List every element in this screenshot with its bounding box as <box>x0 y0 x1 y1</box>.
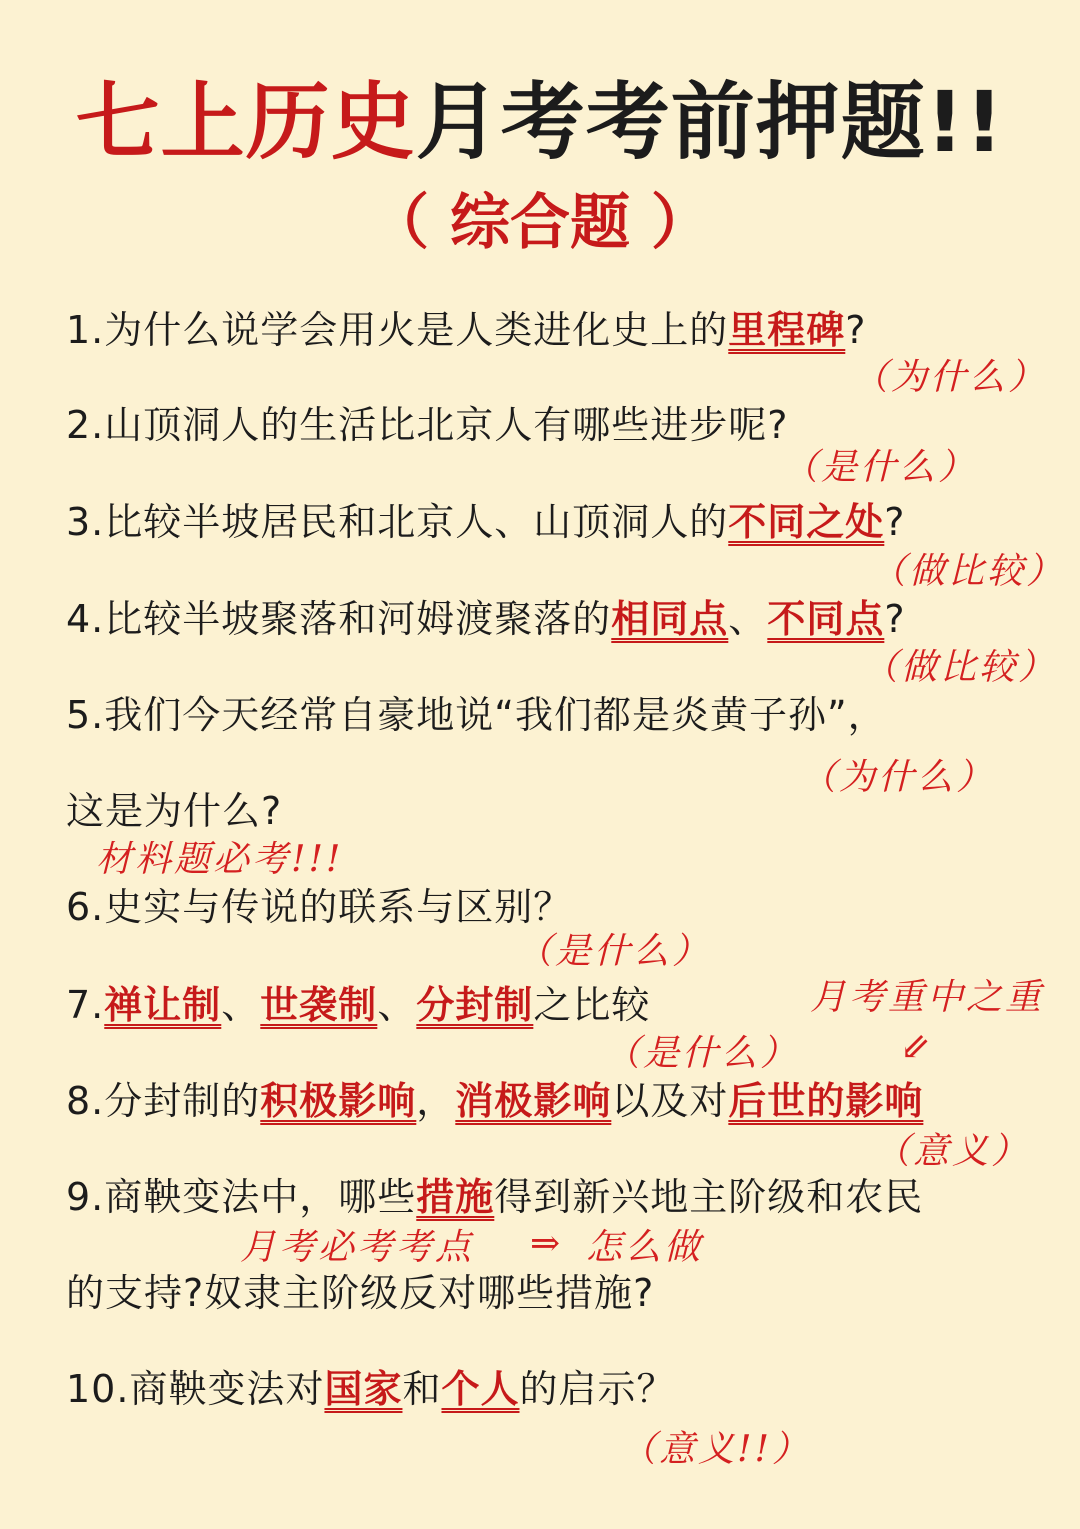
question-number: 5. <box>66 693 105 737</box>
annotation-note: （意义） <box>874 1131 1031 1172</box>
question-number: 8. <box>66 1079 105 1123</box>
question-number: 1. <box>66 308 105 352</box>
annotation-note: 月考重中之重 <box>810 977 1045 1018</box>
question-5-line-2: 这是为什么? <box>66 789 283 833</box>
highlight-keyword: 相同点 <box>611 597 729 641</box>
annotation-note: （是什么） <box>604 1033 800 1074</box>
annotation-note: （做比较） <box>862 647 1058 688</box>
annotation-note: （是什么） <box>516 931 712 972</box>
question-number: 9. <box>66 1175 105 1219</box>
highlight-keyword: 国家 <box>324 1367 403 1411</box>
annotation-note: （为什么） <box>852 357 1048 398</box>
question-text: 我们今天经常自豪地说“我们都是炎黄子孙”， <box>104 693 887 737</box>
highlight-keyword: 禅让制 <box>104 983 222 1027</box>
highlight-keyword: 后世的影响 <box>728 1079 924 1123</box>
question-7: 7.禅让制、世袭制、分封制之比较 <box>66 983 651 1027</box>
question-number: 7. <box>66 983 105 1027</box>
annotation-note: （做比较） <box>870 551 1066 592</box>
question-5 <box>66 690 887 740</box>
highlight-keyword: 世袭制 <box>260 983 378 1027</box>
highlight-keyword: 不同之处 <box>728 500 885 544</box>
question-text: 商鞅变法对 <box>129 1367 325 1411</box>
question-text: 山顶洞人的生活比北京人有哪些进步呢? <box>104 403 789 447</box>
question-10: 10.商鞅变法对国家和个人的启示？ <box>66 1367 676 1411</box>
annotation-note: （意义!!） <box>620 1429 811 1470</box>
highlight-keyword: 里程碑 <box>728 308 846 352</box>
annotation-note: 材料题必考!!! <box>96 839 344 880</box>
highlight-keyword: 分封制 <box>416 983 534 1027</box>
question-9-line-2: 的支持?奴隶主阶级反对哪些措施? <box>66 1271 655 1315</box>
question-text: 史实与传说的联系与区别？ <box>104 885 573 929</box>
question-6 <box>66 882 572 932</box>
page-subtitle: （ 综合题 ） <box>369 188 711 258</box>
question-text: 比较半坡聚落和河姆渡聚落的 <box>104 597 612 641</box>
question-2 <box>66 400 788 450</box>
highlight-keyword: 个人 <box>441 1367 520 1411</box>
question-number: 3. <box>66 500 105 544</box>
highlight-keyword: 措施 <box>416 1175 495 1219</box>
question-text: 分封制的 <box>104 1079 261 1123</box>
question-3: 3.比较半坡居民和北京人、山顶洞人的不同之处? <box>66 500 906 544</box>
question-text: 为什么说学会用火是人类进化史上的 <box>104 308 729 352</box>
annotation-note: 怎么做 <box>586 1227 704 1268</box>
question-number: 10. <box>66 1367 130 1411</box>
arrow-icon: ⇒ <box>530 1223 564 1264</box>
question-number: 6. <box>66 885 105 929</box>
question-8: 8.分封制的积极影响，消极影响以及对后世的影响 <box>66 1079 924 1123</box>
highlight-keyword: 不同点 <box>767 597 885 641</box>
question-number: 2. <box>66 403 105 447</box>
question-text: 商鞅变法中，哪些 <box>104 1175 417 1219</box>
question-text: 比较半坡居民和北京人、山顶洞人的 <box>104 500 729 544</box>
annotation-note: （为什么） <box>800 757 996 798</box>
annotation-note: 月考必考考点 <box>240 1227 475 1268</box>
question-9: 9.商鞅变法中，哪些措施得到新兴地主阶级和农民 <box>66 1175 924 1219</box>
question-number: 4. <box>66 597 105 641</box>
highlight-keyword: 积极影响 <box>260 1079 417 1123</box>
annotation-note: （是什么） <box>782 447 978 488</box>
question-4: 4.比较半坡聚落和河姆渡聚落的相同点、不同点? <box>66 597 906 641</box>
highlight-keyword: 消极影响 <box>455 1079 612 1123</box>
title-black-part: 月考考前押题!! <box>415 73 1005 171</box>
title-red-part: 七上历史 <box>75 73 416 171</box>
question-1: 1.为什么说学会用火是人类进化史上的里程碑? <box>66 308 867 352</box>
arrow-icon: ⇙ <box>900 1027 934 1068</box>
page-title <box>0 72 1080 172</box>
